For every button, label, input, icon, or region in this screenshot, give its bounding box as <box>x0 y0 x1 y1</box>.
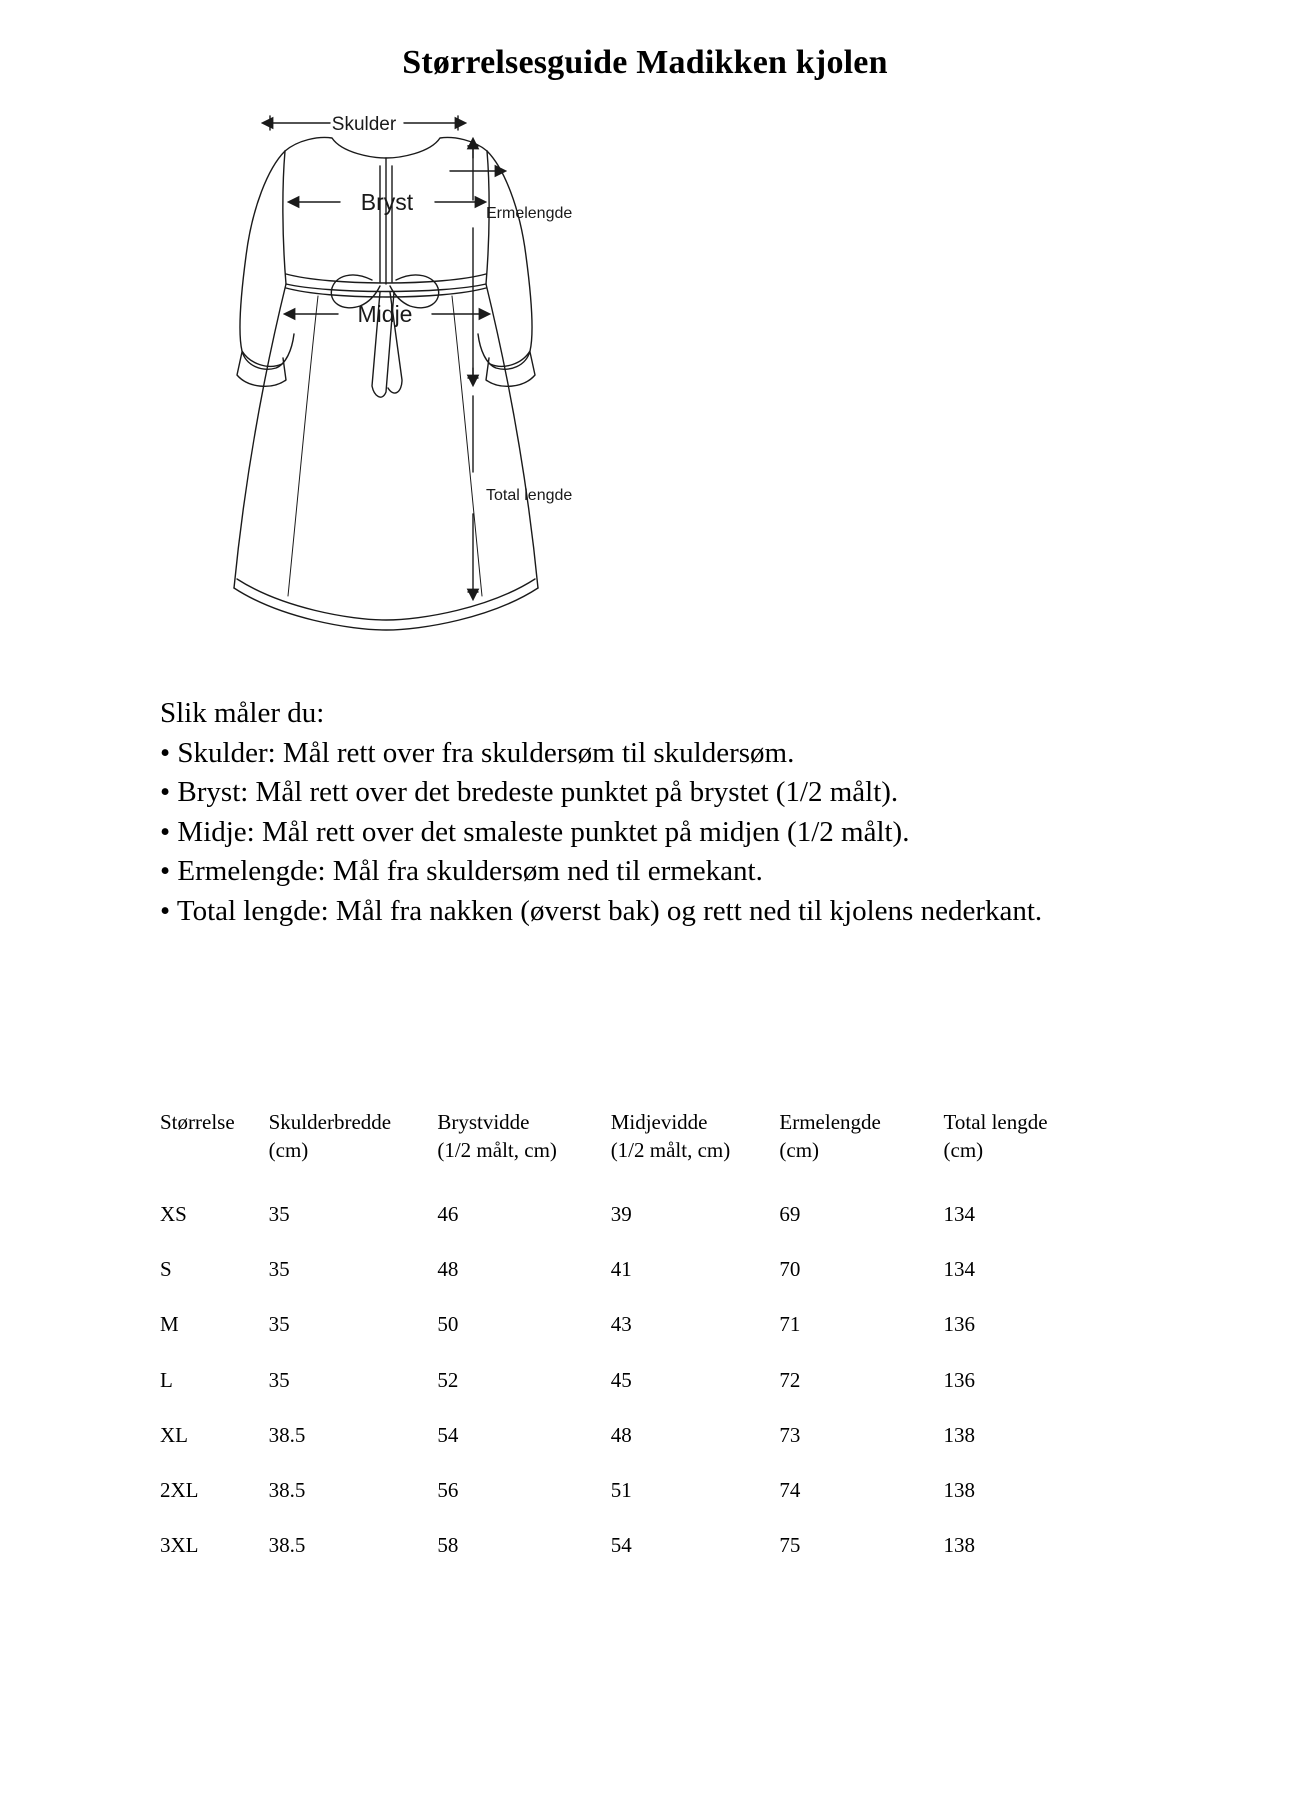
header-shoulder-width <box>269 1108 438 1187</box>
header-size <box>160 1108 269 1187</box>
cell-sleeve: 73 <box>779 1422 801 1447</box>
measuring-instructions <box>160 694 1120 931</box>
cell-sleeve: 75 <box>779 1533 801 1558</box>
header-bust-label: Brystvidde <box>437 1110 530 1134</box>
cell-sleeve: 72 <box>779 1367 801 1392</box>
cell-shoulder: 38.5 <box>268 1478 306 1503</box>
cell-bust: 58 <box>437 1533 459 1558</box>
cell-total: 134 <box>943 1256 975 1281</box>
instruction-total: • Total lengde: Mål fra nakken (øverst bak) og rett ned til kjolens nederkant. <box>160 894 1043 927</box>
header-size-label: Størrelse <box>160 1110 235 1134</box>
size-table-head <box>160 1108 1140 1187</box>
table-header-row <box>160 1108 1140 1187</box>
cell-bust: 56 <box>437 1478 459 1503</box>
header-total-label: Total lengde <box>943 1110 1048 1134</box>
header-waist-unit: (1/2 målt, cm) <box>610 1138 731 1163</box>
cell-waist: 48 <box>610 1422 632 1447</box>
header-bust-width <box>437 1108 610 1187</box>
cell-total: 138 <box>943 1533 975 1558</box>
header-shoulder-unit: (cm) <box>268 1138 309 1163</box>
cell-total: 138 <box>943 1478 975 1503</box>
cell-bust: 50 <box>437 1312 459 1337</box>
cell-bust: 54 <box>437 1422 459 1447</box>
header-waist-width <box>611 1108 780 1187</box>
header-shoulder-label: Skulderbredde <box>268 1110 392 1134</box>
cell-waist: 54 <box>610 1533 632 1558</box>
cell-waist: 39 <box>610 1201 632 1226</box>
cell-total: 138 <box>943 1422 975 1447</box>
cell-shoulder: 38.5 <box>268 1422 306 1447</box>
cell-shoulder: 35 <box>268 1312 290 1337</box>
size-table <box>160 1108 1140 1574</box>
header-total-unit: (cm) <box>943 1138 984 1163</box>
label-sleeve-length: Ermelengde <box>486 205 573 222</box>
table-row <box>160 1353 1140 1408</box>
header-waist-label: Midjevidde <box>610 1110 708 1134</box>
label-shoulder: Skulder <box>331 114 397 135</box>
cell-bust: 52 <box>437 1367 459 1392</box>
cell-sleeve: 71 <box>779 1312 801 1337</box>
header-total-length <box>944 1108 1141 1187</box>
page-title: Størrelsesguide Madikken kjolen <box>402 44 888 81</box>
cell-shoulder: 35 <box>268 1201 290 1226</box>
cell-total: 136 <box>943 1312 975 1337</box>
header-sleeve-length <box>779 1108 943 1187</box>
table-row <box>160 1242 1140 1297</box>
instruction-shoulder: • Skulder: Mål rett over fra skuldersøm til skuldersøm. <box>160 736 795 769</box>
cell-waist: 51 <box>610 1478 632 1503</box>
cell-size: 3XL <box>160 1533 199 1558</box>
instruction-bust: • Bryst: Mål rett over det bredeste punktet på brystet (1/2 målt). <box>160 776 899 809</box>
cell-waist: 43 <box>610 1312 632 1337</box>
cell-sleeve: 69 <box>779 1201 801 1226</box>
table-row <box>160 1408 1140 1463</box>
cell-shoulder: 35 <box>268 1367 290 1392</box>
cell-size: L <box>160 1367 173 1392</box>
cell-waist: 41 <box>610 1256 632 1281</box>
cell-size: S <box>160 1256 172 1281</box>
table-row <box>160 1187 1140 1242</box>
table-row <box>160 1518 1140 1573</box>
cell-size: XL <box>160 1422 188 1447</box>
cell-bust: 46 <box>437 1201 459 1226</box>
cell-waist: 45 <box>610 1367 632 1392</box>
instructions-heading: Slik måler du: <box>160 697 325 729</box>
cell-size: M <box>160 1312 179 1337</box>
header-sleeve-unit: (cm) <box>779 1138 820 1163</box>
cell-shoulder: 38.5 <box>268 1533 306 1558</box>
cell-total: 134 <box>943 1201 975 1226</box>
dress-measurement-illustration <box>190 96 660 656</box>
label-bust: Bryst <box>360 189 414 215</box>
instruction-sleeve: • Ermelengde: Mål fra skuldersøm ned til ermekant. <box>160 855 763 888</box>
label-total-length: Total lengde <box>486 487 573 504</box>
cell-total: 136 <box>943 1367 975 1392</box>
cell-size: 2XL <box>160 1478 199 1503</box>
header-sleeve-label: Ermelengde <box>779 1110 881 1134</box>
size-table-body <box>160 1187 1140 1574</box>
cell-shoulder: 35 <box>268 1256 290 1281</box>
cell-size: XS <box>160 1201 187 1226</box>
label-waist: Midje <box>357 301 413 327</box>
table-row <box>160 1463 1140 1518</box>
header-bust-unit: (1/2 målt, cm) <box>437 1138 557 1163</box>
cell-sleeve: 70 <box>779 1256 801 1281</box>
cell-sleeve: 74 <box>779 1478 801 1503</box>
table-row <box>160 1297 1140 1352</box>
instruction-waist: • Midje: Mål rett over det smaleste punktet på midjen (1/2 målt). <box>160 815 910 848</box>
cell-bust: 48 <box>437 1256 459 1281</box>
